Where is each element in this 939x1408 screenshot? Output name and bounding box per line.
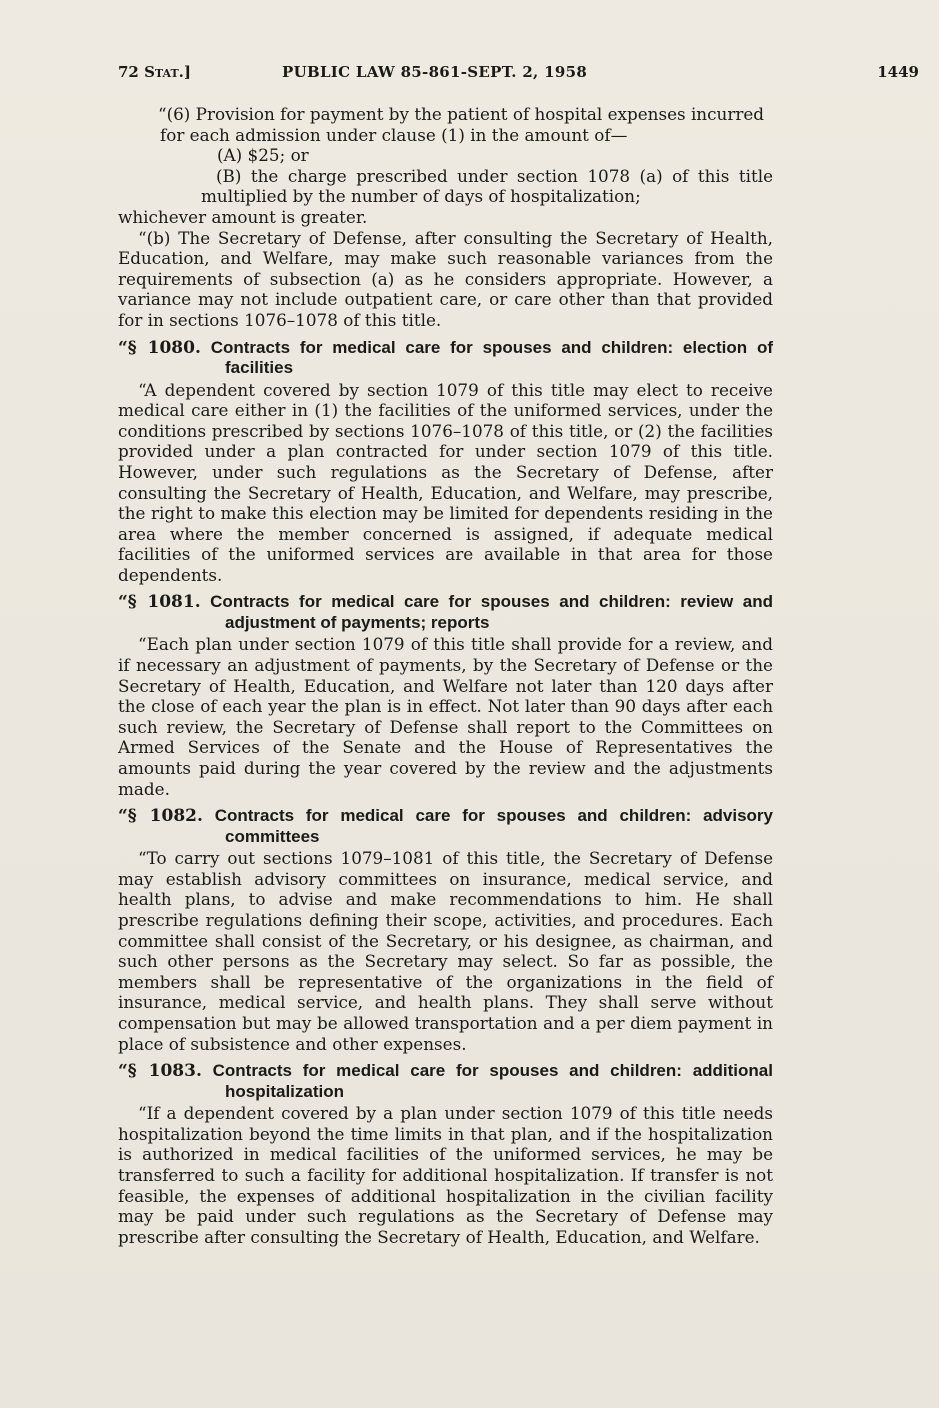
section-heading [118,338,773,378]
paragraph-6-intro: “(6) Provision for payment by the patient of hospital expenses incurred for each admission under clause (1) in the amount of— [158,104,765,145]
section-title: Contracts for medical care for spouses and children: election of facilities [210,337,773,378]
statute-volume: 72 Stat.] [118,63,191,81]
section-title: Contracts for medical care for spouses and children: review and adjustment of payments; reports [210,592,773,632]
section-1082 [118,806,773,1054]
clause-b: (B) the charge prescribed under section 1078 (a) of this title multiplied by the number of days of hospitalization; [201,165,773,207]
section-heading [118,1061,773,1101]
section-number: “§ 1082. [118,806,203,827]
section-1080 [118,338,773,586]
section-text: “To carry out sections 1079–1081 of this title, the Secretary of Defense may establish advisory committees on insurance, medical service, and health plans, to advise and make recommendations to him. He shall prescribe regulations defining their scope, activities, and procedures. Each committee shall consist of the Secretary, or his designee, as chairman, and such other persons as the Secretary may select. So far as possible, the members shall be representative of the organizations in the field of insurance, medical service, and health plans. They shall serve without compensation but may be allowed transportation and a per diem payment in place of subsistence and other expenses. [118,848,773,1054]
whichever-clause: whichever amount is greater. [118,206,368,227]
subsection-b: “(b) The Secretary of Defense, after consulting the Secretary of Health, Education, and Welfare, may make such reasonable variances from the requirements of subsection (a) as he considers appropriate. However, a variance may not include outpatient care, or care other than that provided for in sections 1076–1078 of this title. [118,227,773,330]
section-number: “§ 1081. [118,592,201,613]
section-title: Contracts for medical care for spouses and children: advisory committees [214,806,773,846]
section-title: Contracts for medical care for spouses and children: additional hospitalization [212,1061,773,1101]
section-text: “Each plan under section 1079 of this title shall provide for a review, and if necessary an adjustment of payments, by the Secretary of Defense or the Secretary of Health, Education, and Welfare not later than 120 days after the close of each year the plan is in effect. Not later than 90 days after each such review, the Secretary of Defense shall report to the Committees on Armed Services of the Senate and the House of Representatives the amounts paid during the year covered by the review and the adjustments made. [118,634,773,799]
clause-a: (A) $25; or [217,145,309,166]
section-number: “§ 1080. [118,337,201,358]
page-header [118,63,919,85]
section-heading [118,592,773,632]
section-number: “§ 1083. [118,1061,202,1082]
section-text: “A dependent covered by section 1079 of this title may elect to receive medical care either in (1) the facilities of the uniformed services, under the conditions prescribed by sections 1076–1078 of this title, or (2) the facilities provided under a plan contracted for under section 1079 of this title. However, under such regulations as the Secretary of Defense, after consulting the Secretary of Health, Education, and Welfare, may prescribe, the right to make this election may be limited for dependents residing in the area where the member concerned is assigned, if adequate medical facilities of the uniformed services are available in that area for those dependents. [118,379,773,585]
section-1083 [118,1061,773,1247]
section-text: “If a dependent covered by a plan under section 1079 of this title needs hospitalization beyond the time limits in that plan, and if the hospitalization is authorized in medical facilities of the uniformed services, he may be transferred to such a facility for additional hospitalization. If transfer is not feasible, the expenses of additional hospitalization in the civilian facility may be paid under such regulations as the Secretary of Defense may prescribe after consulting the Secretary of Health, Education, and Welfare. [118,1103,773,1247]
page-number: 1449 [877,63,919,81]
section-1081 [118,592,773,799]
public-law-citation: PUBLIC LAW 85-861-SEPT. 2, 1958 [282,63,588,81]
section-heading [118,806,773,846]
page-body [118,104,773,1247]
